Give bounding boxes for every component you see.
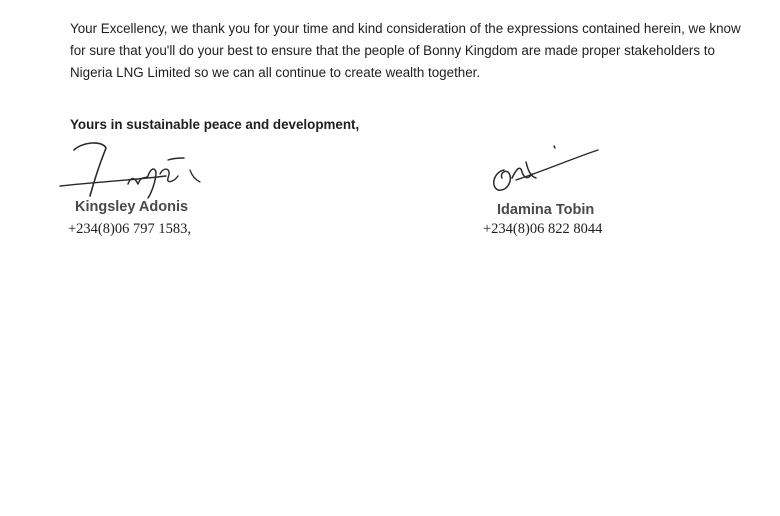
signatory-phone-kingsley-adonis: +234(8)06 797 1583, bbox=[68, 221, 191, 237]
signatory-phone-idamina-tobin: +234(8)06 822 8044 bbox=[483, 221, 603, 237]
signatory-name-idamina-tobin: Idamina Tobin bbox=[497, 202, 595, 218]
signature-kingsley-adonis-icon bbox=[56, 136, 216, 206]
signature-idamina-tobin-icon bbox=[486, 140, 606, 200]
letter-closing: Yours in sustainable peace and development, bbox=[70, 117, 360, 132]
signatory-name-kingsley-adonis: Kingsley Adonis bbox=[75, 199, 189, 215]
letter-body-paragraph: Your Excellency, we thank you for your time and kind consideration of the expressions contained herein, we know for sure that you'll do your best to ensure that the people of Bonny Kingdom are made proper stakeholders to Nigeria LNG Limited so we can all continue to create wealth together. bbox=[70, 21, 741, 80]
